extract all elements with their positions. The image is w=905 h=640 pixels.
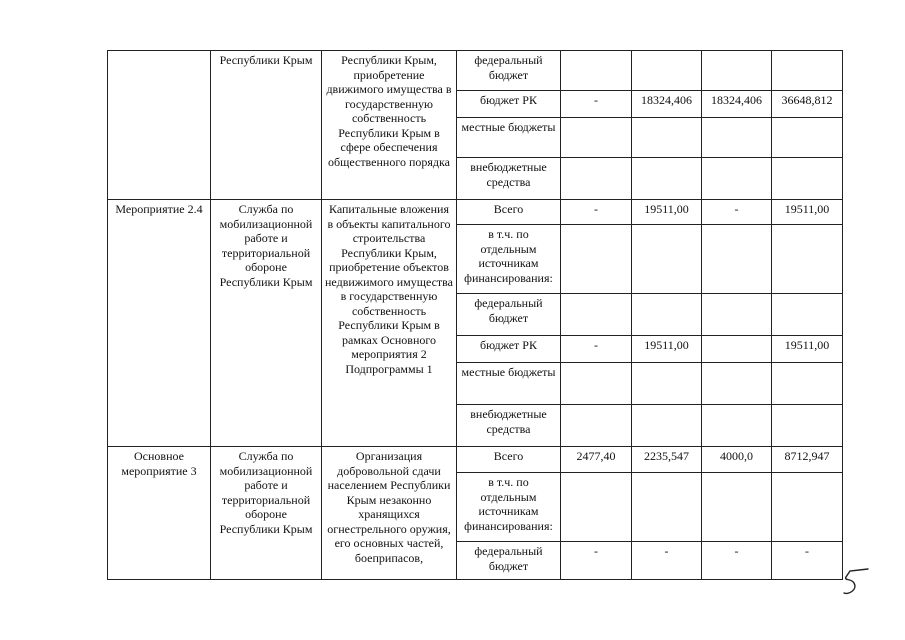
source-cell: федеральный бюджет xyxy=(457,542,561,580)
executor-cell: Служба по мобилизационной работе и территориальной обороне Республики Крым xyxy=(211,447,322,580)
total-cell xyxy=(772,473,843,542)
value-cell xyxy=(561,51,632,91)
handwritten-page-number-icon xyxy=(838,568,872,596)
source-cell: в т.ч. по отдельным источникам финансирования: xyxy=(457,473,561,542)
value-cell xyxy=(632,51,702,91)
value-cell: 2235,547 xyxy=(632,447,702,473)
value-cell: - xyxy=(702,200,772,225)
total-cell xyxy=(772,405,843,447)
source-cell: внебюджетные средства xyxy=(457,158,561,200)
source-cell: местные бюджеты xyxy=(457,118,561,158)
value-cell xyxy=(702,363,772,405)
source-cell: местные бюджеты xyxy=(457,363,561,405)
value-cell: 19511,00 xyxy=(632,200,702,225)
value-cell xyxy=(632,118,702,158)
value-cell: - xyxy=(561,542,632,580)
value-cell: 19511,00 xyxy=(632,336,702,363)
value-cell xyxy=(632,158,702,200)
value-cell xyxy=(561,363,632,405)
description-cell: Республики Крым, приобретение движимого имущества в государственную собственность Республики Крым в сфере обеспечения общественного порядка xyxy=(322,51,457,200)
value-cell: - xyxy=(702,542,772,580)
source-cell: федеральный бюджет xyxy=(457,294,561,336)
value-cell: - xyxy=(632,542,702,580)
source-cell: бюджет РК xyxy=(457,91,561,118)
value-cell xyxy=(702,336,772,363)
value-cell xyxy=(702,225,772,294)
value-cell xyxy=(702,294,772,336)
source-cell: бюджет РК xyxy=(457,336,561,363)
source-cell: Всего xyxy=(457,447,561,473)
value-cell: 18324,406 xyxy=(632,91,702,118)
value-cell: 18324,406 xyxy=(702,91,772,118)
budget-table xyxy=(107,50,843,580)
value-cell xyxy=(702,118,772,158)
event-cell: Мероприятие 2.4 xyxy=(108,200,211,447)
total-cell: - xyxy=(772,542,843,580)
value-cell: - xyxy=(561,200,632,225)
value-cell xyxy=(561,225,632,294)
value-cell xyxy=(561,473,632,542)
value-cell xyxy=(702,473,772,542)
source-cell: федеральный бюджет xyxy=(457,51,561,91)
value-cell xyxy=(561,405,632,447)
total-cell xyxy=(772,51,843,91)
total-cell xyxy=(772,118,843,158)
value-cell: - xyxy=(561,336,632,363)
source-cell: Всего xyxy=(457,200,561,225)
value-cell: - xyxy=(561,91,632,118)
value-cell xyxy=(561,294,632,336)
table-row xyxy=(108,447,843,473)
total-cell xyxy=(772,158,843,200)
total-cell: 8712,947 xyxy=(772,447,843,473)
value-cell xyxy=(632,473,702,542)
table-row xyxy=(108,51,843,91)
value-cell xyxy=(632,363,702,405)
total-cell xyxy=(772,294,843,336)
value-cell xyxy=(632,294,702,336)
value-cell: 4000,0 xyxy=(702,447,772,473)
value-cell xyxy=(702,405,772,447)
description-cell: Организация добровольной сдачи населением Республики Крым незаконно хранящихся огнестрельного оружия, его основных частей, боеприпасов, xyxy=(322,447,457,580)
executor-cell: Республики Крым xyxy=(211,51,322,200)
total-cell xyxy=(772,225,843,294)
value-cell xyxy=(561,118,632,158)
source-cell: в т.ч. по отдельным источникам финансирования: xyxy=(457,225,561,294)
value-cell: 2477,40 xyxy=(561,447,632,473)
event-cell xyxy=(108,51,211,200)
total-cell: 19511,00 xyxy=(772,336,843,363)
description-cell: Капитальные вложения в объекты капитального строительства Республики Крым, приобретение объектов недвижимого имущества в государственную собственность Республики Крым в рамках Основного мероприятия 2 Подпрограммы 1 xyxy=(322,200,457,447)
total-cell: 19511,00 xyxy=(772,200,843,225)
executor-cell: Служба по мобилизационной работе и территориальной обороне Республики Крым xyxy=(211,200,322,447)
total-cell xyxy=(772,363,843,405)
value-cell xyxy=(632,225,702,294)
table-row xyxy=(108,200,843,225)
event-cell: Основное мероприятие 3 xyxy=(108,447,211,580)
value-cell xyxy=(702,51,772,91)
value-cell xyxy=(561,158,632,200)
value-cell xyxy=(702,158,772,200)
total-cell: 36648,812 xyxy=(772,91,843,118)
source-cell: внебюджетные средства xyxy=(457,405,561,447)
value-cell xyxy=(632,405,702,447)
